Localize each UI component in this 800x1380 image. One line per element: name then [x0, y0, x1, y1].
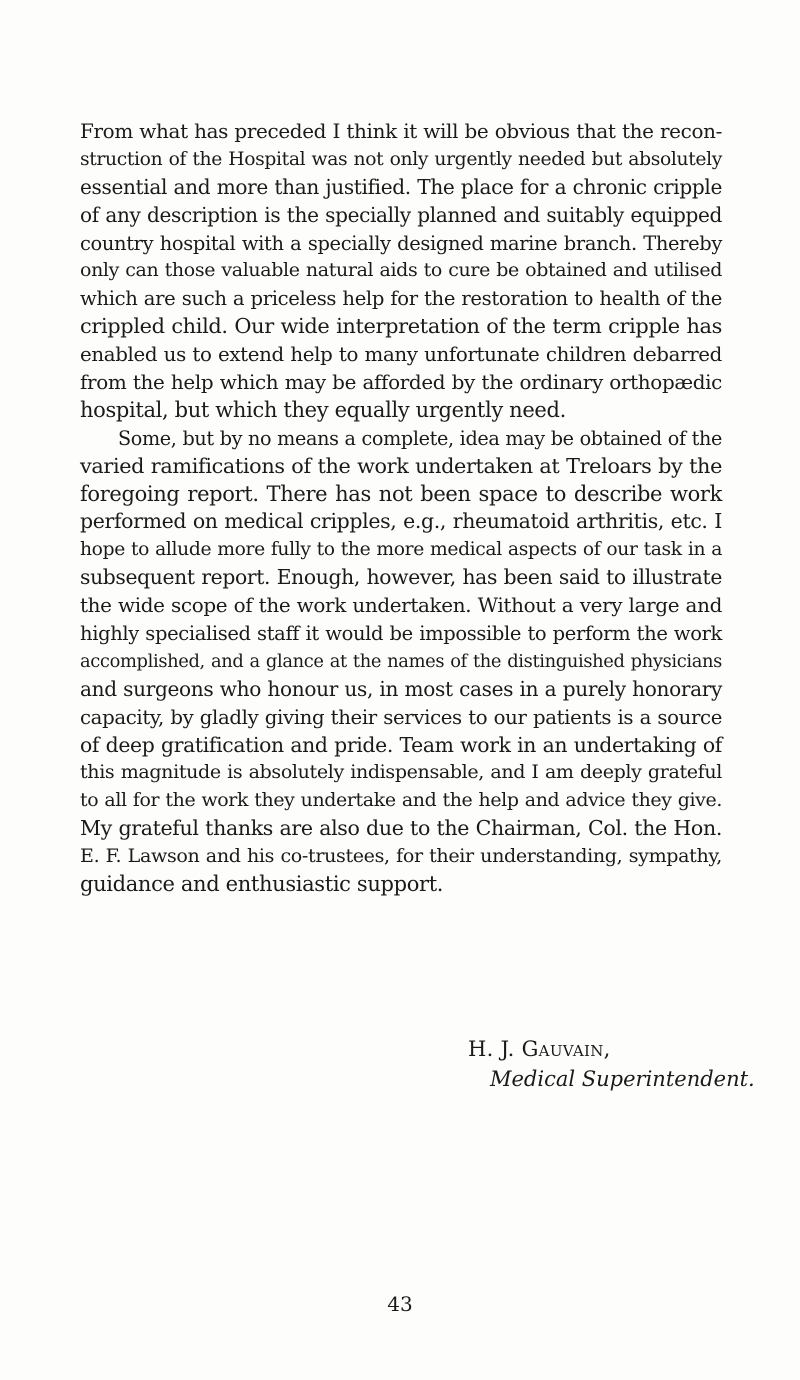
text-line: performed on medical cripples, e.g., rheumatoid arthritis, etc. I [80, 509, 722, 534]
text-line: only can those valuable natural aids to cure be obtained and utilised [80, 259, 722, 282]
body-text [80, 118, 722, 899]
text-line: capacity, by gladly giving their services to our patients is a source [80, 705, 722, 729]
text-line: of deep gratification and pride. Team work in an undertaking of [80, 732, 722, 757]
text-line: to all for the work they undertake and the help and advice they give. [80, 789, 722, 812]
text-line: from the help which may be afforded by the ordinary orthopædic [80, 370, 722, 395]
text-line: highly specialised staff it would be impossible to perform the work [80, 622, 722, 646]
signature-surname: Gauvain, [521, 1037, 611, 1061]
text-line: of any description is the specially planned and suitably equipped [80, 202, 722, 227]
signature-initials: H. J. [468, 1037, 522, 1061]
text-line: subsequent report. Enough, however, has been said to illustrate [80, 565, 722, 590]
signature-block [468, 1034, 755, 1094]
text-line: country hospital with a specially designed marine branch. Thereby [80, 231, 722, 255]
text-line: struction of the Hospital was not only urgently needed but absolutely [80, 148, 722, 170]
signature-title: Medical Superintendent. [490, 1067, 755, 1091]
text-line: accomplished, and a glance at the names of the distinguished physicians [80, 650, 722, 672]
text-line: the wide scope of the work undertaken. Without a very large and [80, 593, 722, 618]
text-line: From what has preceded I think it will be obvious that the recon- [80, 119, 722, 143]
paragraph-1 [80, 118, 722, 425]
text-line: Some, but by no means a complete, idea may be obtained of the [118, 426, 722, 450]
text-line: essential and more than justified. The place for a chronic cripple [80, 174, 722, 199]
text-line: and surgeons who honour us, in most cases in a purely honorary [80, 676, 722, 701]
text-line: crippled child. Our wide interpretation of the term cripple has [80, 314, 722, 339]
signature-name [468, 1034, 755, 1064]
text-line: enabled us to extend help to many unfortunate children debarred [80, 343, 722, 367]
text-line: hospital, but which they equally urgently need. [80, 397, 566, 422]
text-line: E. F. Lawson and his co-trustees, for their understanding, sympathy, [80, 845, 722, 868]
text-line: My grateful thanks are also due to the Chairman, Col. the Hon. [80, 816, 722, 841]
text-line: this magnitude is absolutely indispensable, and I am deeply grateful [80, 761, 722, 784]
text-line: hope to allude more fully to the more medical aspects of our task in a [80, 539, 722, 561]
page-number: 43 [387, 1292, 413, 1316]
paragraph-2 [80, 425, 722, 899]
text-line: varied ramifications of the work undertaken at Treloars by the [80, 453, 722, 478]
text-line: foregoing report. There has not been space to describe work [80, 481, 722, 506]
text-line: which are such a priceless help for the restoration to health of the [80, 287, 722, 311]
text-line: guidance and enthusiastic support. [80, 872, 444, 897]
